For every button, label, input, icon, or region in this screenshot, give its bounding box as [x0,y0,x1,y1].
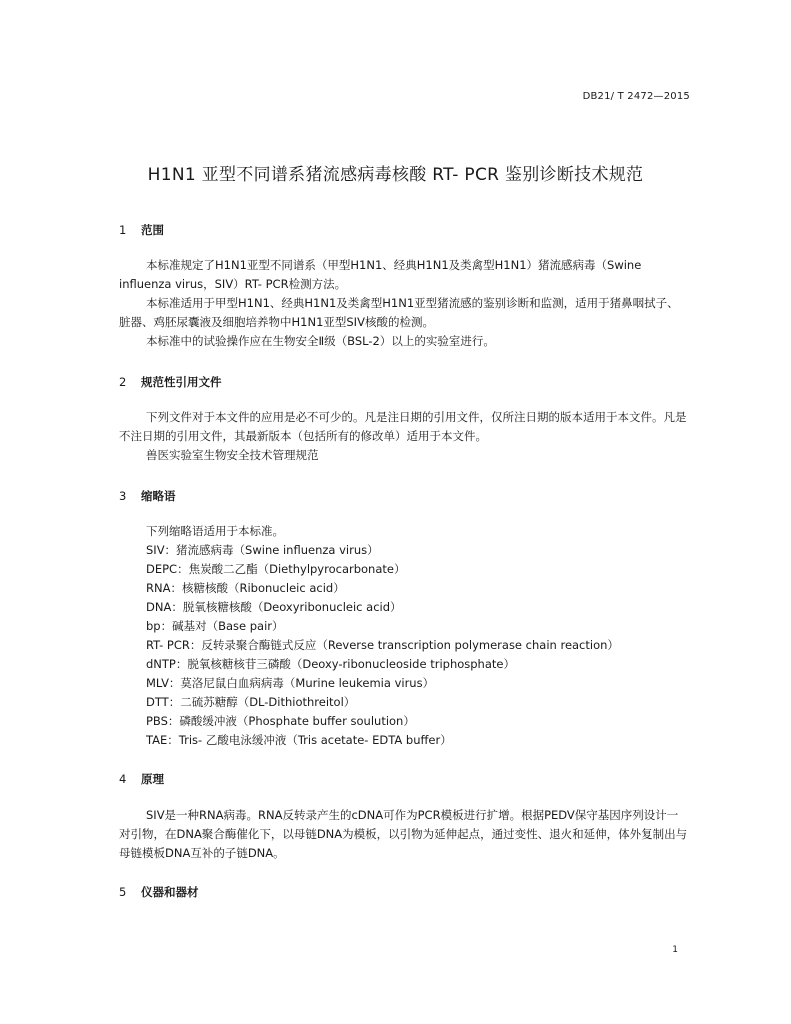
list-item: dNTP：脱氧核糖核苷三磷酸（Deoxy-ribonucleoside triphosphate） [146,657,515,671]
section-title: 仪器和器材 [141,885,199,899]
section-title: 原理 [141,772,164,786]
references-paragraph-2: 兽医实验室生物安全技术管理规范 [146,448,319,462]
list-item: DTT：二硫苏糖醇（DL-Dithiothreitol） [146,695,356,709]
scope-body [119,256,689,351]
section-heading-scope [119,222,164,238]
list-item: RNA：核糖核酸（Ribonucleic acid） [146,581,345,595]
abbreviations-intro: 下列缩略语适用于本标准。 [146,524,284,538]
scope-paragraph-2: 本标准适用于甲型H1N1、经典H1N1及类禽型H1N1亚型猪流感的鉴别诊断和监测，适用于猪鼻咽拭子、脏器、鸡胚尿囊液及细胞培养物中H1N1亚型SIV核酸的检测。 [119,296,679,329]
section-number: 3 [119,489,127,503]
section-number: 5 [119,885,127,899]
section-number: 1 [119,223,127,237]
references-paragraph-1: 下列文件对于本文件的应用是必不可少的。凡是注日期的引用文件，仅所注日期的版本适用于本文件。凡是不注日期的引用文件，其最新版本（包括所有的修改单）适用于本文件。 [119,410,687,443]
list-item: PBS：磷酸缓冲液（Phosphate buffer soulution） [146,714,415,728]
list-item: bp：碱基对（Base pair） [146,619,284,633]
list-item: SIV：猪流感病毒（Swine influenza virus） [146,543,379,557]
standard-code: DB21/ T 2472—2015 [582,91,690,102]
section-heading-instruments [119,884,199,900]
list-item: DEPC：焦炭酸二乙酯（Diethylpyrocarbonate） [146,562,406,576]
section-number: 4 [119,772,127,786]
page-number: 1 [672,945,678,955]
page-title: H1N1 亚型不同谱系猪流感病毒核酸 RT- PCR 鉴别诊断技术规范 [147,165,644,185]
abbreviations-list [146,522,619,750]
section-heading-abbreviations [119,488,176,504]
principle-body [119,806,689,863]
section-title: 规范性引用文件 [141,375,222,389]
list-item: MLV：莫洛尼鼠白血病病毒（Murine leukemia virus） [146,676,435,690]
section-title: 范围 [141,223,164,237]
section-heading-principle [119,771,164,787]
list-item: DNA：脱氧核糖核酸（Deoxyribonucleic acid） [146,600,402,614]
scope-paragraph-1: 本标准规定了H1N1亚型不同谱系（甲型H1N1、经典H1N1及类禽型H1N1）猪流感病毒（Swine influenza virus，SIV）RT- PCR检测方法。 [119,258,642,291]
list-item: TAE：Tris- 乙酸电泳缓冲液（Tris acetate- EDTA buffer） [146,733,452,747]
section-number: 2 [119,375,127,389]
principle-paragraph-1: SIV是一种RNA病毒。RNA反转录产生的cDNA可作为PCR模板进行扩增。根据PEDV保守基因序列设计一对引物，在DNA聚合酶催化下，以母链DNA为模板，以引物为延伸起点，通过变性、退火和延伸，体外复制出与母链模板DNA互补的子链DNA。 [119,808,688,860]
references-body [119,408,689,465]
section-title: 缩略语 [141,489,176,503]
section-heading-references [119,374,222,390]
scope-paragraph-3: 本标准中的试验操作应在生物安全Ⅱ级（BSL-2）以上的实验室进行。 [146,334,495,348]
list-item: RT- PCR：反转录聚合酶链式反应（Reverse transcription polymerase chain reaction） [146,638,619,652]
